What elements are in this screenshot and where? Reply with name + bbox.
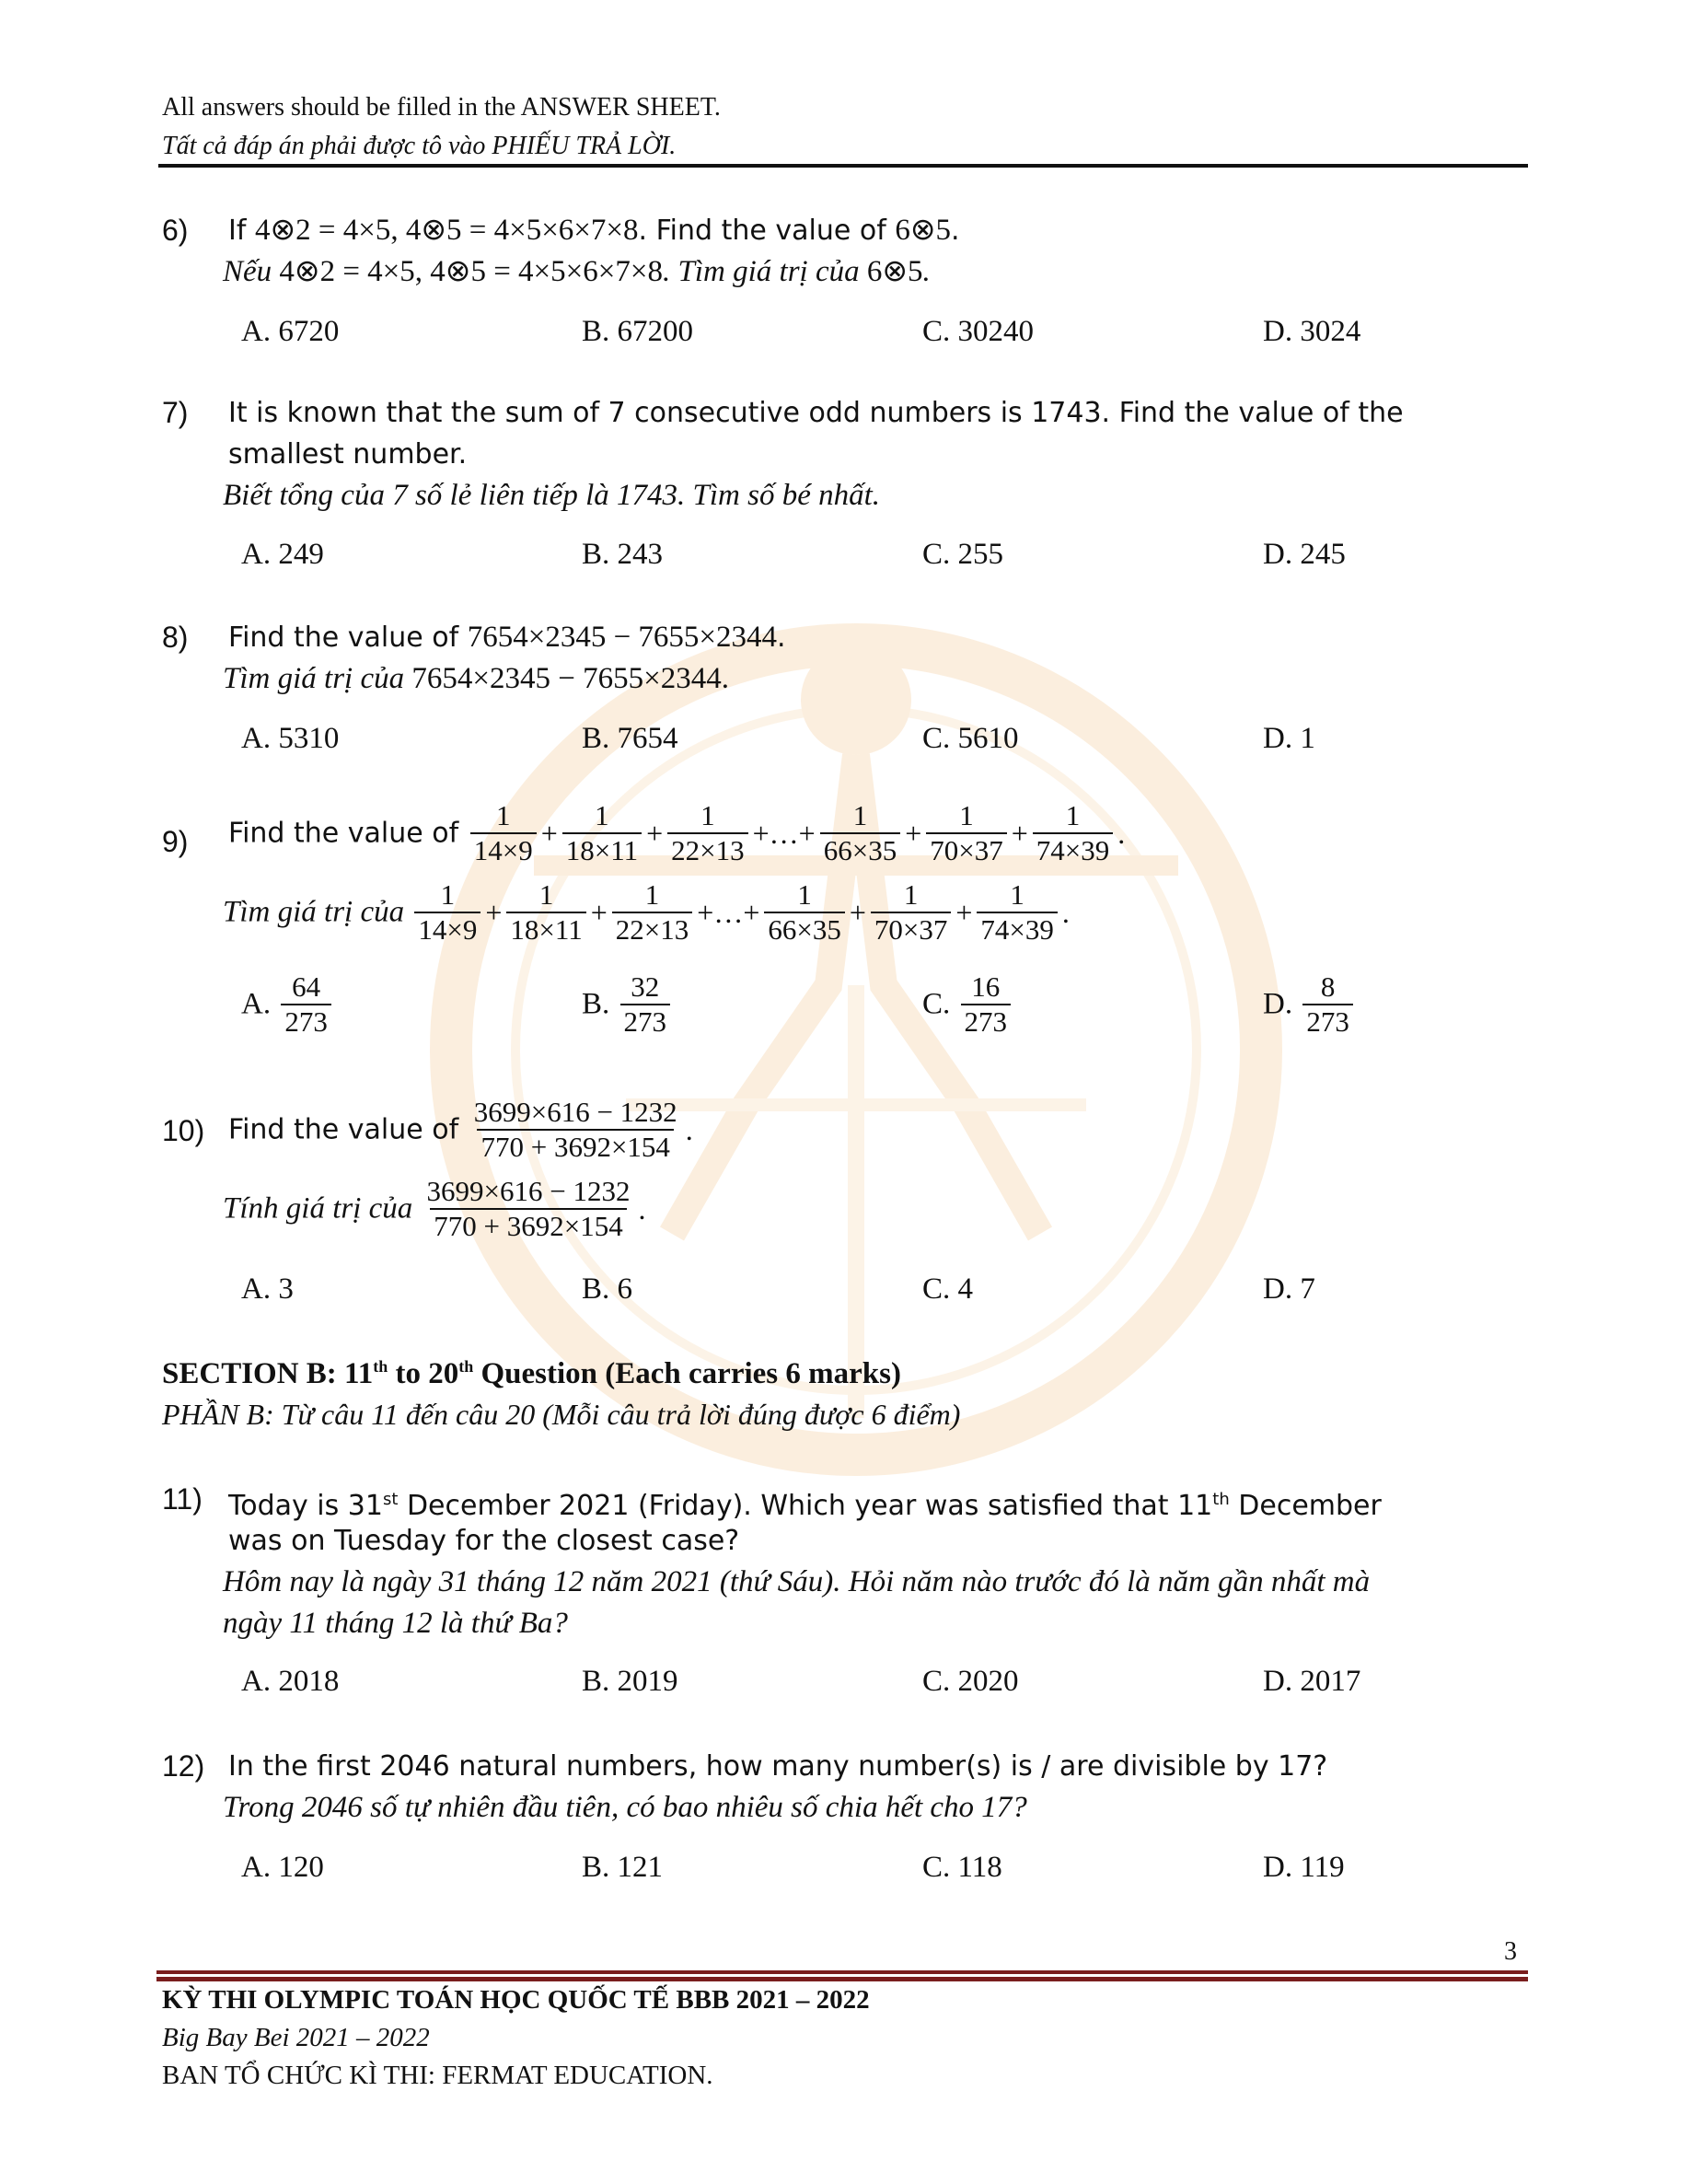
fraction: $\frac{3699\times 616 - 1232}{770 + 3692\times 154}$ — [426, 1175, 631, 1242]
option-a: A. 5310 — [241, 722, 340, 755]
question-text-en: Find the value of $\frac{1}{14\times 9}$ + $\frac{1}{18\times 11}$ + $\frac{1}{22\times 13}$ +…+ $\frac{1}{66\times 35}$ + $\frac{1}{70\times 37}$ + $\frac{1}{74\times 39}$ . — [228, 799, 1126, 866]
question-text-en: Today is 31st December 2021 (Friday). Which year was satisfied that 11th December — [228, 1490, 1382, 1522]
option-b: B. 121 — [582, 1851, 664, 1884]
question-number: 10) — [162, 1114, 205, 1147]
fraction: $\frac{1}{74\times 39}$ — [1033, 799, 1113, 867]
question-number: 8) — [162, 621, 189, 654]
fraction: $\frac{1}{74\times 39}$ — [977, 878, 1057, 947]
question-text-en: It is known that the sum of 7 consecutive odd numbers is 1743. Find the value of the — [228, 397, 1404, 429]
page-footer — [162, 1981, 870, 2095]
question-number: 6) — [162, 214, 189, 247]
option-d: D. $\frac{8}{273}$ — [1263, 970, 1356, 1039]
fraction: $\frac{3699\times 616 - 1232}{770 + 3692\times 154}$ — [473, 1096, 677, 1163]
fraction: $\frac{1}{66\times 35}$ — [820, 799, 900, 867]
question-text-vi: Tính giá trị của $\frac{3699\times 616 - 1232}{770 + 3692\times 154}$ . — [223, 1175, 646, 1242]
question-text-vi: Trong 2046 số tự nhiên đầu tiên, có bao nhiêu số chia hết cho 17? — [223, 1791, 1027, 1824]
question-text-vi: Biết tổng của 7 số lẻ liên tiếp là 1743. Tìm số bé nhất. — [223, 479, 881, 512]
option-a: A. 2018 — [241, 1665, 340, 1698]
option-a: A. 120 — [241, 1851, 324, 1884]
footer-organizer: BAN TỔ CHỨC KÌ THI: FERMAT EDUCATION. — [162, 2061, 713, 2090]
option-d: D. 2017 — [1263, 1665, 1361, 1698]
option-a: A. 249 — [241, 538, 324, 571]
section-b-heading-vi: PHẦN B: Từ câu 11 đến câu 20 (Mỗi câu trả lời đúng được 6 điểm) — [162, 1398, 961, 1431]
question-number: 7) — [162, 396, 189, 429]
question-text-vi: Tìm giá trị của 7654×2345 − 7655×2344. — [223, 662, 729, 695]
fraction: $\frac{1}{18\times 11}$ — [506, 878, 585, 947]
option-c: C. 255 — [922, 538, 1004, 571]
option-b: B. 7654 — [582, 722, 678, 755]
fraction: $\frac{1}{66\times 35}$ — [764, 878, 844, 947]
option-c: C. 2020 — [922, 1665, 1019, 1698]
fraction: $\frac{1}{70\times 37}$ — [871, 878, 951, 947]
option-c: C. 5610 — [922, 722, 1019, 755]
question-text-vi: Hôm nay là ngày 31 tháng 12 năm 2021 (thứ Sáu). Hỏi năm nào trước đó là năm gần nhất mà — [223, 1565, 1371, 1598]
option-a: A. $\frac{64}{273}$ — [241, 970, 334, 1039]
option-c: C. $\frac{16}{273}$ — [922, 970, 1013, 1039]
page-number: 3 — [1504, 1937, 1517, 1966]
header-en: All answers should be filled in the ANSWER SHEET. — [162, 93, 721, 122]
option-b: B. 6 — [582, 1272, 633, 1306]
question-text-en: If 4⊗2 = 4×5, 4⊗5 = 4×5×6×7×8. Find the value of 6⊗5. — [228, 214, 960, 247]
question-text-vi: Nếu 4⊗2 = 4×5, 4⊗5 = 4×5×6×7×8. Tìm giá trị của 6⊗5. — [223, 255, 931, 288]
question-text-en: In the first 2046 natural numbers, how many number(s) is / are divisible by 17? — [228, 1750, 1328, 1783]
question-text-en-2: smallest number. — [228, 438, 468, 470]
question-number: 11) — [162, 1482, 203, 1516]
fraction: $\frac{1}{14\times 9}$ — [470, 799, 537, 867]
footer-title: KỲ THI OLYMPIC TOÁN HỌC QUỐC TẾ BBB 2021 – 2022 — [162, 1985, 870, 2015]
question-text-vi-2: ngày 11 tháng 12 là thứ Ba? — [223, 1607, 568, 1640]
option-d: D. 119 — [1263, 1851, 1345, 1884]
fraction: $\frac{1}{22\times 13}$ — [667, 799, 747, 867]
fraction: $\frac{1}{22\times 13}$ — [612, 878, 692, 947]
footer-rule — [156, 1970, 1528, 1974]
header-rule — [158, 164, 1528, 168]
option-b: B. 67200 — [582, 315, 694, 348]
option-c: C. 4 — [922, 1272, 974, 1306]
question-text-en: Find the value of 7654×2345 − 7655×2344. — [228, 621, 786, 654]
option-c: C. 118 — [922, 1851, 1002, 1884]
question-number: 9) — [162, 825, 189, 858]
page-header — [162, 88, 721, 166]
question-text-en-2: was on Tuesday for the closest case? — [228, 1525, 740, 1557]
option-d: D. 7 — [1263, 1272, 1315, 1306]
question-text-vi: Tìm giá trị của $\frac{1}{14\times 9}$ + $\frac{1}{18\times 11}$ + $\frac{1}{22\times 13}$ +…+ $\frac{1}{66\times 35}$ + $\frac{1}{70\times 37}$ + $\frac{1}{74\times 39}$ . — [223, 878, 1070, 946]
option-b: B. 2019 — [582, 1665, 678, 1698]
section-b-heading: SECTION B: 11th to 20th Question (Each carries 6 marks) — [162, 1357, 901, 1390]
question-text-en: Find the value of $\frac{3699\times 616 - 1232}{770 + 3692\times 154}$ . — [228, 1096, 693, 1163]
option-a: A. 3 — [241, 1272, 294, 1306]
fraction: $\frac{1}{70\times 37}$ — [926, 799, 1006, 867]
option-d: D. 3024 — [1263, 315, 1361, 348]
option-c: C. 30240 — [922, 315, 1035, 348]
footer-subtitle: Big Bay Bei 2021 – 2022 — [162, 2023, 430, 2052]
option-d: D. 1 — [1263, 722, 1315, 755]
option-d: D. 245 — [1263, 538, 1346, 571]
option-b: B. $\frac{32}{273}$ — [582, 970, 673, 1039]
fraction: $\frac{1}{14\times 9}$ — [414, 878, 480, 947]
question-number: 12) — [162, 1749, 205, 1783]
option-a: A. 6720 — [241, 315, 340, 348]
header-vi: Tất cả đáp án phải được tô vào PHIẾU TRẢ LỜI. — [162, 132, 677, 160]
fraction: $\frac{1}{18\times 11}$ — [562, 799, 642, 867]
option-b: B. 243 — [582, 538, 664, 571]
